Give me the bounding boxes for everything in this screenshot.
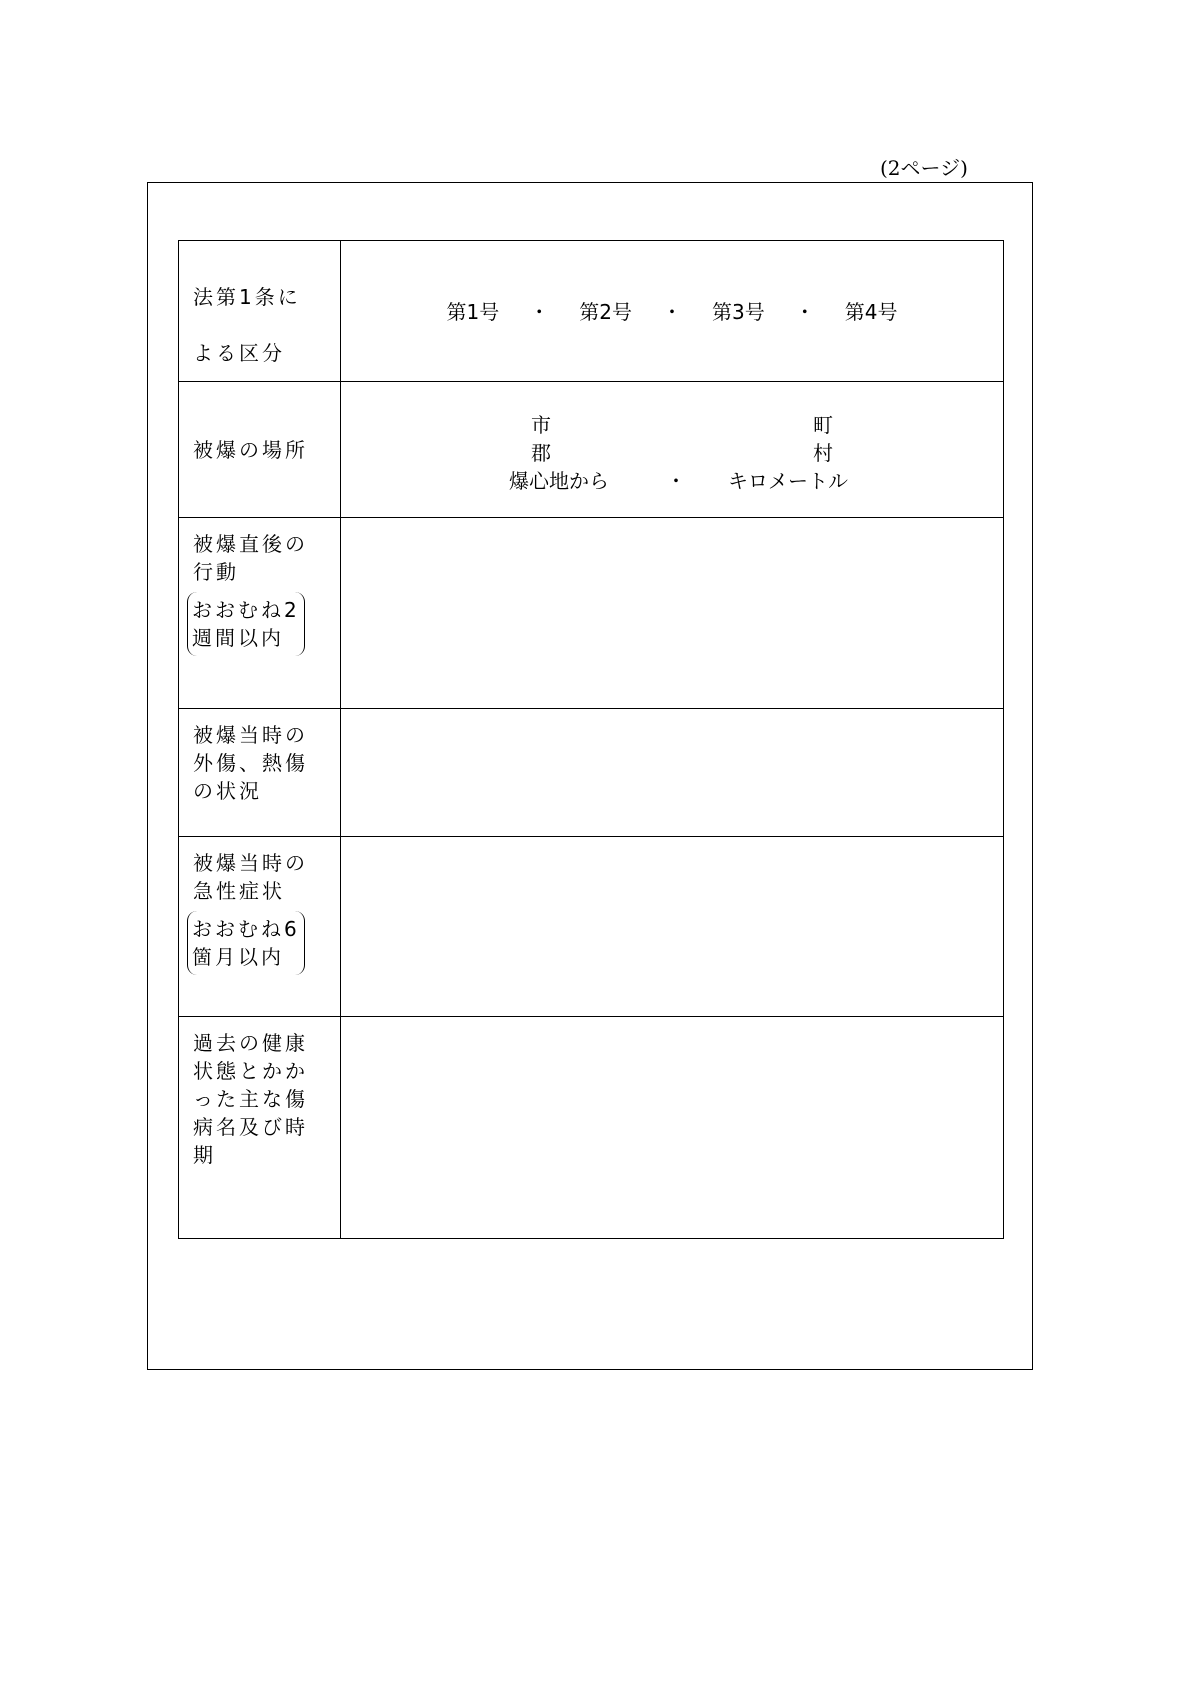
action-note-line2: 週間以内 [192,626,284,650]
action-note [187,592,305,656]
symptoms-note-line1: おおむね6 [192,917,300,941]
exposure-form-table [178,240,1004,1239]
county-text: 郡 [531,441,551,465]
injury-label-line3: の状況 [193,779,262,803]
row-action [179,518,1004,709]
page-number: (2ページ) [880,156,968,180]
action-note-line1: おおむね2 [192,598,300,622]
town-text: 町 [813,413,833,437]
option-1[interactable]: 第1号 [446,299,500,324]
separator: ・ [794,299,815,324]
injury-label [179,709,341,837]
category-label [179,241,341,382]
row-injury [179,709,1004,837]
symptoms-note [187,911,305,975]
history-label-line1: 過去の健康 [193,1031,308,1055]
category-label-line1: 法第1条に [193,285,301,309]
action-label [179,518,341,709]
category-label-line2: よる区分 [193,341,285,365]
history-label [179,1017,341,1239]
history-label-line5: 期 [193,1143,216,1167]
injury-label-line2: 外傷、熱傷 [193,751,308,775]
history-field[interactable] [341,1017,1004,1239]
history-label-line2: 状態とかか [193,1059,308,1083]
village-text: 村 [813,441,833,465]
category-options[interactable] [341,241,1004,382]
symptoms-label-line2: 急性症状 [193,879,285,903]
history-label-line3: った主な傷 [193,1087,308,1111]
injury-label-line1: 被爆当時の [193,723,308,747]
injury-field[interactable] [341,709,1004,837]
row-symptoms [179,837,1004,1017]
option-4[interactable]: 第4号 [844,299,898,324]
symptoms-field[interactable] [341,837,1004,1017]
option-3[interactable]: 第3号 [712,299,765,324]
row-history [179,1017,1004,1239]
km-text: キロメートル [728,469,848,493]
place-label: 被爆の場所 [179,382,341,518]
action-label-line1: 被爆直後の [193,532,308,556]
separator: ・ [666,469,686,493]
symptoms-label [179,837,341,1017]
option-2[interactable]: 第2号 [579,299,632,324]
symptoms-label-line1: 被爆当時の [193,851,308,875]
row-category [179,241,1004,382]
action-label-line2: 行動 [193,560,239,584]
row-place [179,382,1004,518]
separator: ・ [529,299,550,324]
place-field[interactable] [341,382,1004,518]
action-field[interactable] [341,518,1004,709]
city-text: 市 [531,413,551,437]
from-center-text: 爆心地から [509,469,609,493]
history-label-line4: 病名及び時 [193,1115,308,1139]
symptoms-note-line2: 箇月以内 [192,945,284,969]
separator: ・ [662,299,682,324]
